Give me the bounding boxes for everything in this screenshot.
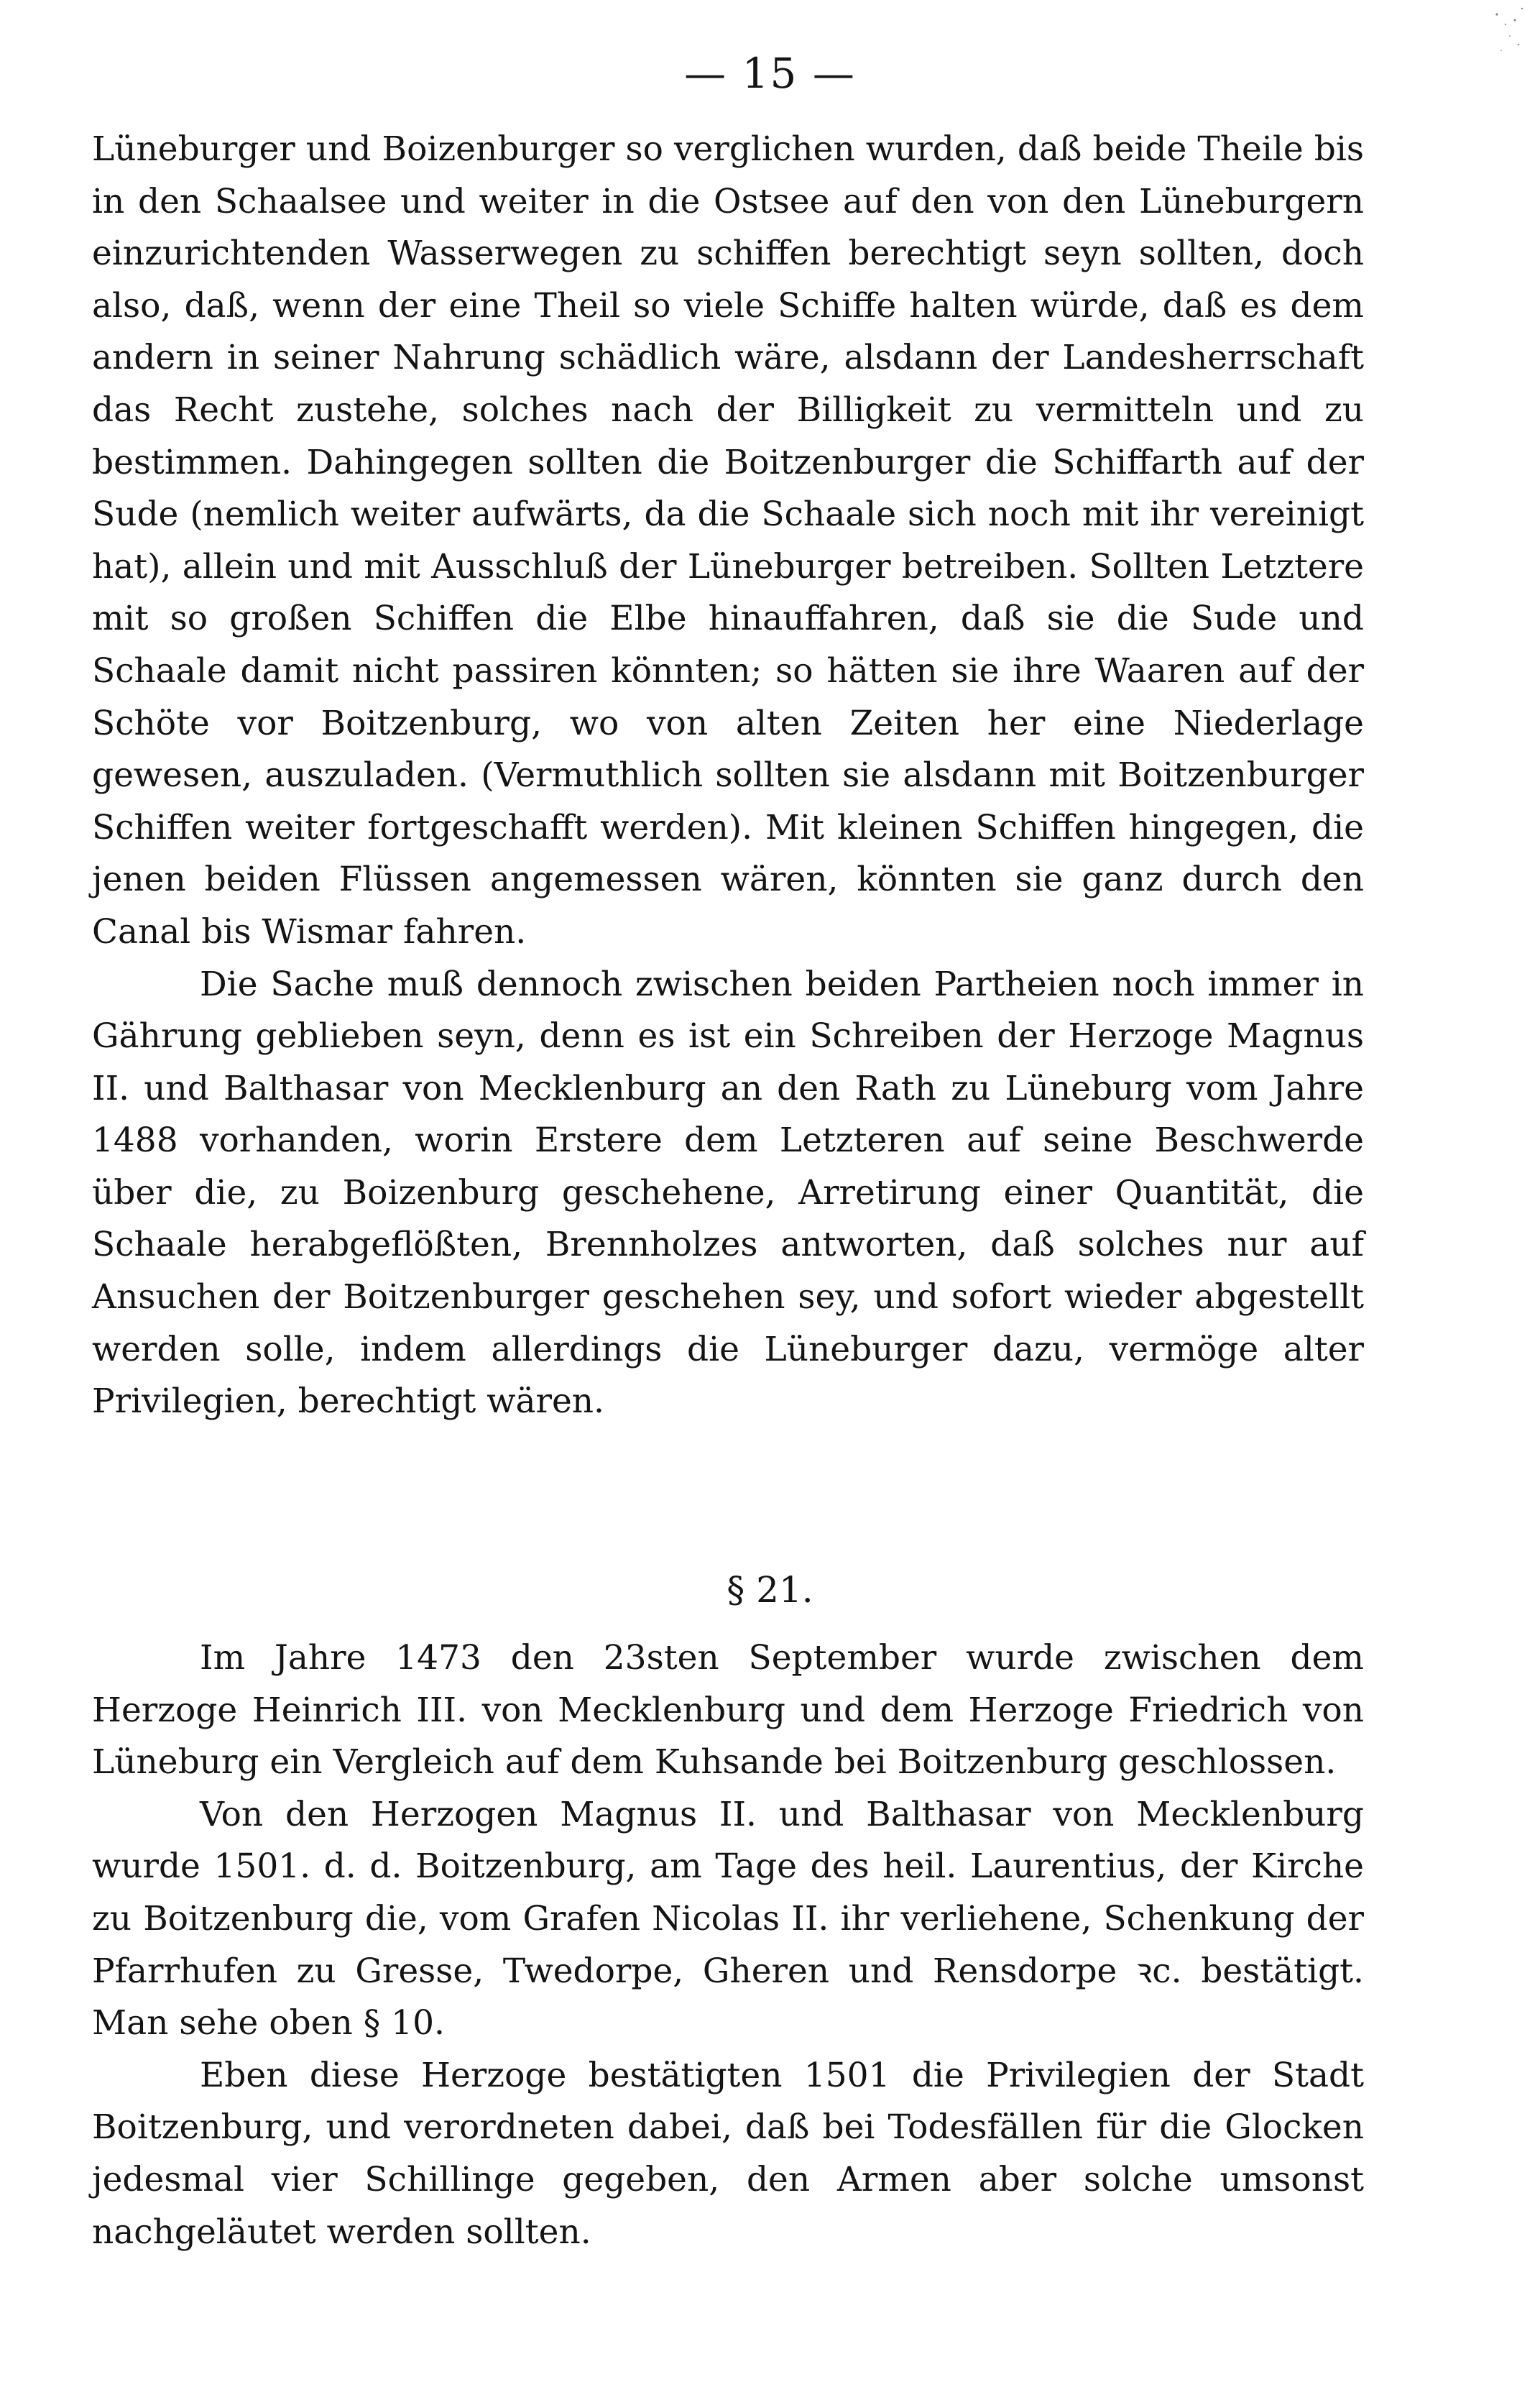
continued-text <box>92 124 1364 1428</box>
paragraph: Die Sache muß dennoch zwischen beiden Partheien noch immer in Gährung geblieben seyn, denn es ist ein Schreiben der Herzoge Magnus II. und Balthasar von Mecklenburg an den Rath zu Lüneburg vom Jahre 1488 vorhanden, worin Erstere dem Letzteren auf seine Beschwerde über die, zu Boizenburg geschehene, Arretirung einer Quantität, die Schaale herabgeflößten, Brennholzes antworten, daß solches nur auf Ansuchen der Boitzenburger geschehen sey, und sofort wieder abgestellt werden solle, indem allerdings die Lüneburger dazu, vermöge alter Privilegien, berechtigt wären. <box>92 964 1364 1422</box>
paragraph: Eben diese Herzoge bestätigten 1501 die Privilegien der Stadt Boitzenburg, und verordneten dabei, daß bei Todesfällen für die Glocken jedesmal vier Schillinge gegeben, den Armen aber solche umsonst nachgeläutet werden sollten. <box>92 2055 1364 2252</box>
paragraph-continued: Lüneburger und Boizenburger so verglichen wurden, daß beide Theile bis in den Schaalsee und weiter in die Ostsee auf den von den Lüneburgern einzurichtenden Wasserwegen zu schiffen berechtigt seyn sollten, doch also, daß, wenn der eine Theil so viele Schiffe halten würde, daß es dem andern in seiner Nahrung schädlich wäre, alsdann der Landesherrschaft das Recht zustehe, solches nach der Billigkeit zu vermitteln und zu bestimmen. Dahingegen sollten die Boitzenburger die Schiffarth auf der Sude (nemlich weiter aufwärts, da die Schaale sich noch mit ihr vereinigt hat), allein und mit Ausschluß der Lüneburger betreiben. Sollten Letztere mit so großen Schiffen die Elbe hinauffahren, daß sie die Sude und Schaale damit nicht passiren könnten; so hätten sie ihre Waaren auf der Schöte vor Boitzenburg, wo von alten Zeiten her eine Niederlage gewesen, auszuladen. (Vermuthlich sollten sie alsdann mit Boitzenburger Schiffen weiter fortgeschafft werden). Mit kleinen Schiffen hingegen, die jenen beiden Flüssen angemessen wären, könnten sie ganz durch den Canal bis Wismar fahren. <box>92 129 1364 952</box>
paragraph: Im Jahre 1473 den 23sten September wurde zwischen dem Herzoge Heinrich III. von Mecklenburg und dem Herzoge Friedrich von Lüneburg ein Vergleich auf dem Kuhsande bei Boitzenburg geschlossen. <box>92 1638 1364 1783</box>
paragraph: Von den Herzogen Magnus II. und Balthasar von Mecklenburg wurde 1501. d. d. Boitzenburg, am Tage des heil. Laurentius, der Kirche zu Boitzenburg die, vom Grafen Nicolas II. ihr verliehene, Schenkung der Pfarrhufen zu Gresse, Twedorpe, Gheren und Rensdorpe ꝛc. bestätigt. Man sehe oben § 10. <box>92 1794 1364 2043</box>
page-number: — 15 — <box>684 49 856 98</box>
section-heading: § 21. <box>727 1569 813 1611</box>
section-text <box>92 1632 1364 2258</box>
